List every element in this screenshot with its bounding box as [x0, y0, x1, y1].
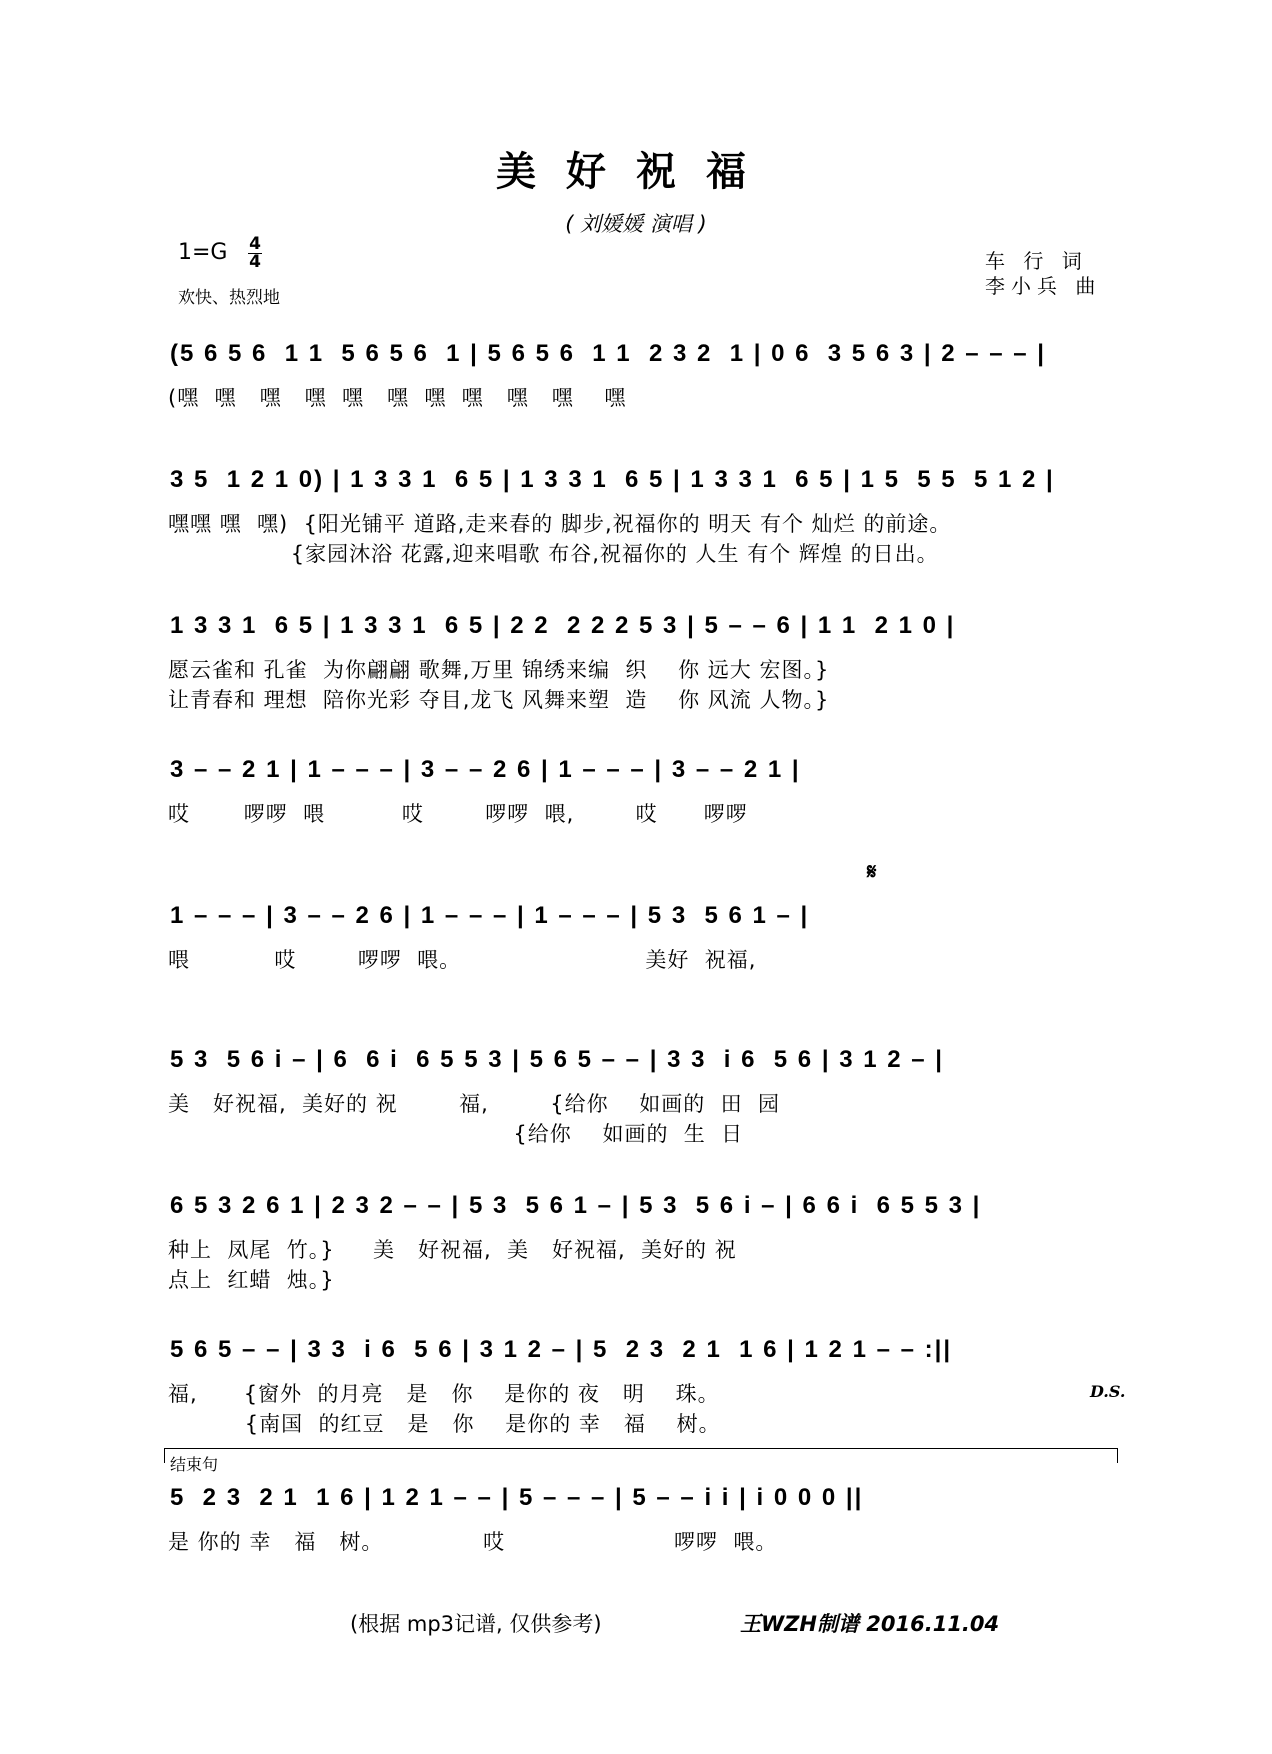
- lyrics-line-verse-2: 点上 红蜡 烛。}: [168, 1268, 335, 1292]
- lyrics-line: 是 你的 幸 福 树。 哎 啰啰 喂。: [168, 1530, 778, 1554]
- notes-line: 5 6 5 – – | 3 3 i 6 5 6 | 3 1 2 – | 5 2 3 2 1 1 6 | 1 2 1 – – :||: [170, 1336, 953, 1363]
- notes-line: 1 3 3 1 6 5 | 1 3 3 1 6 5 | 2 2 2 2 2 5 3 | 5 – – 6 | 1 1 2 1 0 |: [170, 612, 956, 639]
- time-signature-top: 4: [249, 234, 261, 254]
- composer-credit: 李小兵 曲: [985, 274, 1102, 298]
- song-title: 美好祝福: [496, 148, 776, 195]
- singer-credit: ( 刘媛媛 演唱 ): [565, 212, 707, 236]
- notes-line: 1 – – – | 3 – – 2 6 | 1 – – – | 1 – – – | 5 3 5 6 1 – |: [170, 902, 810, 929]
- time-signature: [248, 236, 262, 271]
- notes-line: 3 5 1 2 1 0) | 1 3 3 1 6 5 | 1 3 3 1 6 5 | 1 3 3 1 6 5 | 1 5 5 5 5 1 2 |: [170, 466, 1055, 493]
- lyrics-line: 嘿嘿 嘿 嘿) {阳光铺平 道路,走来春的 脚步,祝福你的 明天 有个 灿烂 的前途。: [168, 512, 952, 536]
- lyrics-line-verse-2: 让青春和 理想 陪你光彩 夺目,龙飞 风舞来塑 造 你 风流 人物。}: [168, 688, 830, 712]
- lyrics-line-verse-2: {南国 的红豆 是 你 是你的 幸 福 树。: [168, 1412, 721, 1436]
- coda-bracket: [164, 1448, 1118, 1463]
- lyrics-line: 哎 啰啰 喂 哎 啰啰 喂, 哎 啰啰: [168, 802, 748, 826]
- notes-line: (5 6 5 6 1 1 5 6 5 6 1 | 5 6 5 6 1 1 2 3 2 1 | 0 6 3 5 6 3 | 2 – – – |: [170, 340, 1047, 367]
- notes-line: 5 3 5 6 i – | 6 6 i 6 5 5 3 | 5 6 5 – – | 3 3 i 6 5 6 | 3 1 2 – |: [170, 1046, 944, 1073]
- lyrics-line: (嘿 嘿 嘿 嘿 嘿 嘿 嘿 嘿 嘿 嘿 嘿: [168, 386, 627, 410]
- segno-sign: 𝄋: [867, 860, 877, 885]
- lyrics-line: 种上 凤尾 竹。} 美 好祝福, 美 好祝福, 美好的 祝: [168, 1238, 737, 1262]
- notes-line: 3 – – 2 1 | 1 – – – | 3 – – 2 6 | 1 – – – | 3 – – 2 1 |: [170, 756, 801, 783]
- lyricist-credit: 车 行 词: [985, 249, 1088, 273]
- footer-note: (根据 mp3记谱, 仅供参考): [350, 1612, 602, 1636]
- tempo-marking: 欢快、热烈地: [178, 288, 280, 308]
- lyrics-line: 福, {窗外 的月亮 是 你 是你的 夜 明 珠。: [168, 1382, 720, 1406]
- dal-segno-marking: D.S.: [1090, 1382, 1126, 1401]
- transcriber-signature: 王WZH制谱 2016.11.04: [740, 1612, 1000, 1636]
- notes-line: 5 2 3 2 1 1 6 | 1 2 1 – – | 5 – – – | 5 – – i i | i 0 0 0 ||: [170, 1484, 864, 1511]
- lyrics-line: 美 好祝福, 美好的 祝 福, {给你 如画的 田 园: [168, 1092, 780, 1116]
- lyrics-line: 喂 哎 啰啰 喂。 美好 祝福,: [168, 948, 757, 972]
- lyrics-line: 愿云雀和 孔雀 为你翩翩 歌舞,万里 锦绣来编 织 你 远大 宏图。}: [168, 658, 830, 682]
- key-signature: 1=G: [178, 240, 228, 265]
- lyrics-line-verse-2: {给你 如画的 生 日: [168, 1122, 744, 1146]
- lyrics-line-verse-2: {家园沐浴 花露,迎来唱歌 布谷,祝福你的 人生 有个 辉煌 的日出。: [168, 542, 939, 566]
- coda-label: 结束句: [170, 1455, 219, 1474]
- time-signature-bottom: 4: [249, 252, 261, 272]
- notes-line: 6 5 3 2 6 1 | 2 3 2 – – | 5 3 5 6 1 – | 5 3 5 6 i – | 6 6 i 6 5 5 3 |: [170, 1192, 982, 1219]
